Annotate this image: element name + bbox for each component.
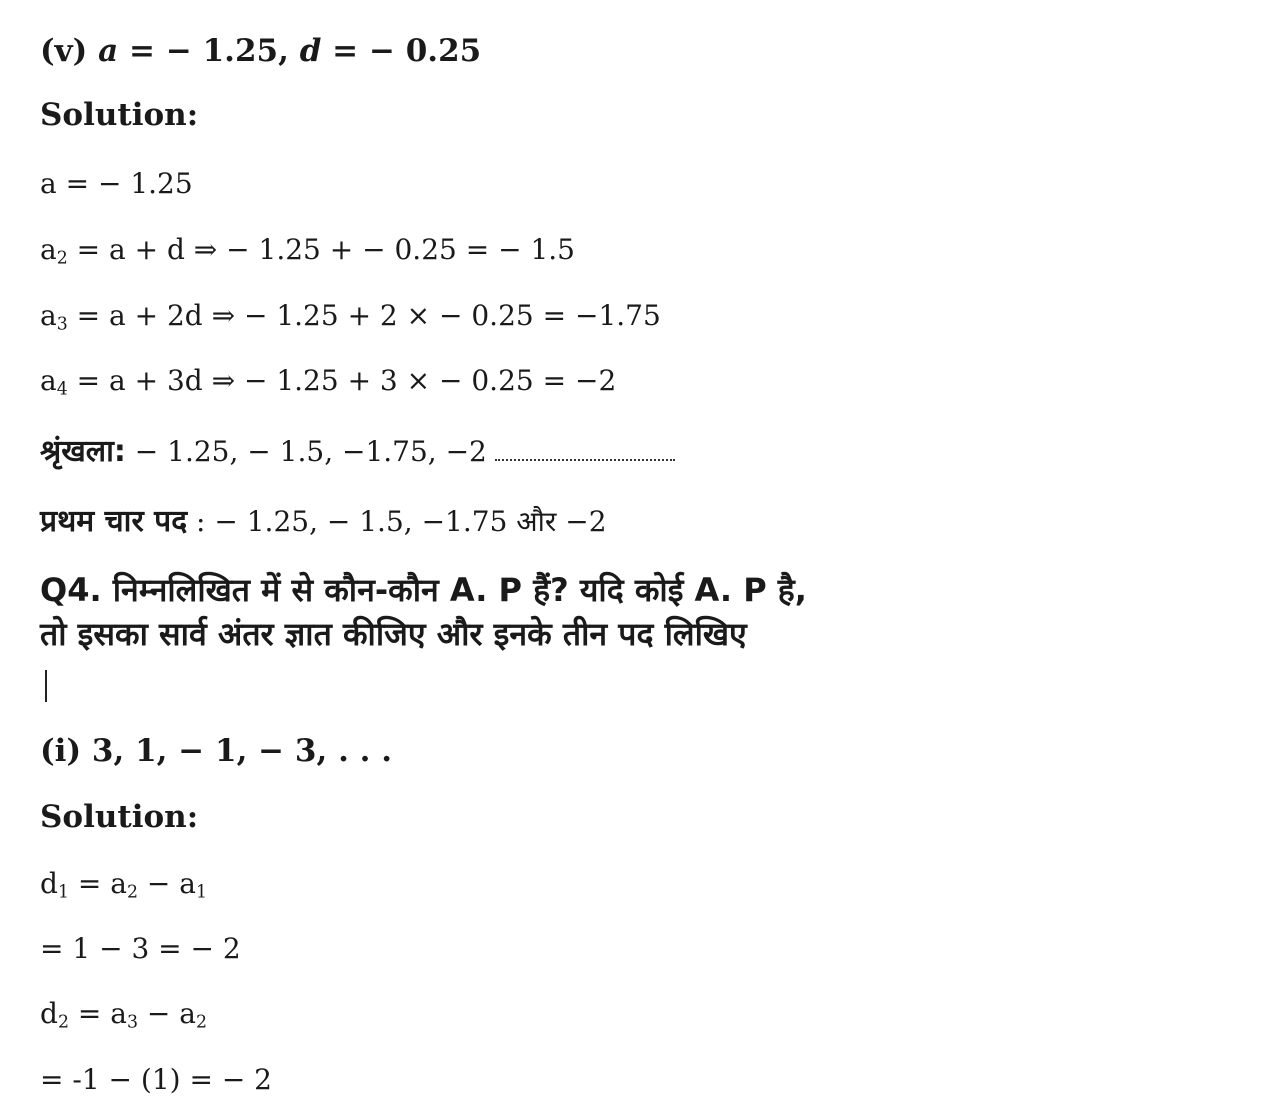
step-a3 — [40, 299, 661, 335]
term-a: a — [40, 299, 57, 332]
subscript: 4 — [56, 379, 68, 400]
subscript: 1 — [57, 882, 69, 903]
step-a2 — [40, 233, 575, 269]
solution-label: Solution: — [40, 799, 199, 835]
subscript: 2 — [195, 1012, 208, 1033]
step-a4 — [40, 364, 617, 400]
q4-line-1: Q4. निम्नलिखित में से कौन-कौन A. P हैं? यदि कोई A. P है, — [40, 571, 807, 609]
term-d: d — [40, 997, 58, 1030]
part-i-label: (i) — [40, 733, 82, 769]
term-d: d — [40, 867, 58, 900]
d-value: = − 0.25 — [332, 33, 482, 69]
subscript: 1 — [195, 882, 208, 903]
subscript: 2 — [57, 1012, 69, 1033]
last-term: −2 — [565, 505, 607, 538]
term-a: a — [40, 233, 57, 266]
subscript: 3 — [126, 1012, 138, 1033]
first-four-label: प्रथम चार पद — [40, 504, 188, 539]
variable-d: d — [299, 33, 322, 69]
step-d2-result: = -1 − (1) = − 2 — [40, 1063, 272, 1096]
text-cursor — [45, 670, 47, 702]
step-d1 — [40, 867, 208, 903]
part-v-label: (v) — [40, 33, 88, 69]
first-four-values: − 1.25, − 1.5, −1.75 — [214, 505, 508, 538]
variable-a: a — [98, 33, 119, 69]
q4-line-2: तो इसका सार्व अंतर ज्ञात कीजिए और इनके तीन पद लिखिए — [40, 615, 747, 653]
series-values: − 1.25, − 1.5, −1.75, −2 — [125, 435, 487, 468]
step-expression: = a + 3d ⇒ − 1.25 + 3 × − 0.25 = −2 — [67, 364, 617, 397]
series-label: श्रृंखला: — [40, 434, 126, 469]
term-a: − a — [138, 997, 196, 1030]
step-a-value: a = − 1.25 — [40, 167, 193, 200]
dotted-leader — [495, 458, 675, 461]
term-a: a — [40, 364, 57, 397]
term-a: − a — [138, 867, 196, 900]
first-four-terms-line — [40, 504, 607, 539]
series-line — [40, 434, 675, 469]
step-d1-result: = 1 − 3 = − 2 — [40, 932, 241, 965]
term-a: = a — [68, 997, 127, 1030]
part-i-heading — [40, 733, 393, 769]
solution-label: Solution: — [40, 97, 199, 133]
step-expression: = a + 2d ⇒ − 1.25 + 2 × − 0.25 = −1.75 — [67, 299, 661, 332]
step-expression: = a + d ⇒ − 1.25 + − 0.25 = − 1.5 — [67, 233, 575, 266]
subscript: 2 — [126, 882, 138, 903]
a-value: = − 1.25, — [129, 33, 289, 69]
part-i-sequence: 3, 1, − 1, − 3, . . . — [91, 733, 393, 769]
step-d2 — [40, 997, 208, 1033]
subscript: 3 — [56, 314, 68, 335]
colon: : — [187, 505, 215, 538]
and-word: और — [507, 505, 566, 538]
part-v-heading — [40, 33, 482, 69]
subscript: 2 — [56, 248, 68, 269]
term-a: = a — [68, 867, 127, 900]
